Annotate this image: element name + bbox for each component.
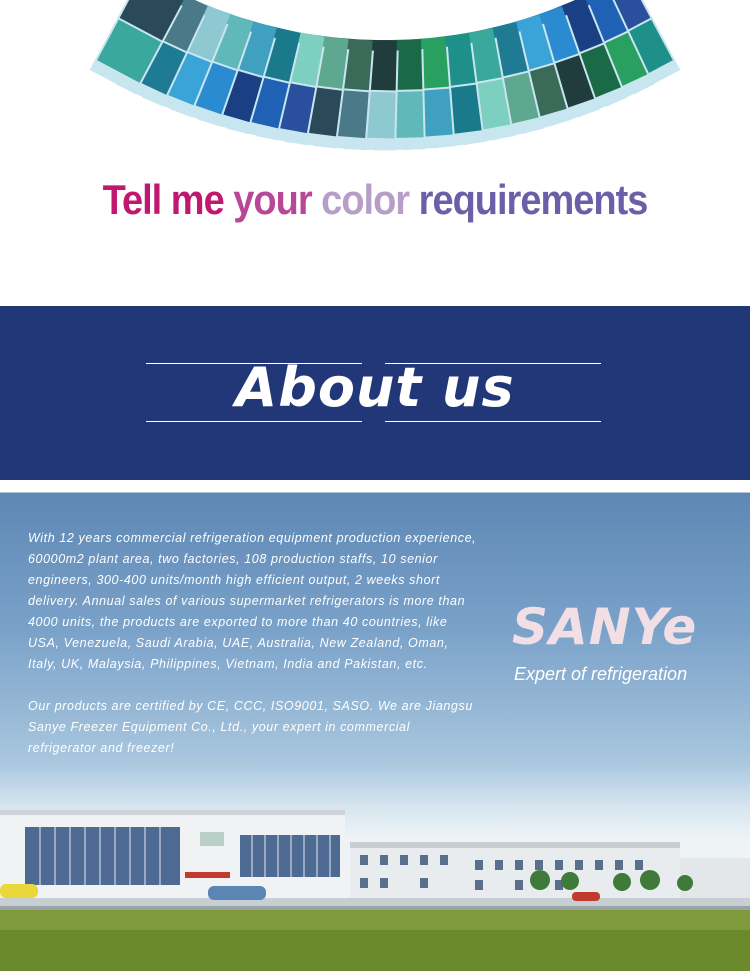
tagline-part-3: color xyxy=(311,177,410,225)
color-fan-section xyxy=(0,0,750,306)
company-paragraph-1: With 12 years commercial refrigeration equipment production experience, 60000m2 plant area, two factories, 108 production staffs, 10 senior engineers, 300-400 units/month high efficient output, 2 weeks short delivery. Annual sales of various supermarket refrigerators is more than 4000 units, the products are exported to more than 40 countries, like USA, Venezuela, Saudi Arabia, UAE, Australia, New Zealand, Oman, Italy, UK, Malaysia, Philippines, Vietnam, India and Pakistan, etc. xyxy=(28,531,477,671)
brand-tagline: Expert of refrigeration xyxy=(514,664,688,684)
banner-line-bottom-left xyxy=(146,421,362,422)
color-fan-image xyxy=(0,0,750,160)
factory-image xyxy=(0,780,750,971)
tagline-part-1: Tell me xyxy=(102,177,224,225)
company-description xyxy=(28,528,478,759)
tagline-part-2: your xyxy=(223,177,312,225)
about-us-title: About us xyxy=(235,356,515,419)
sanye-logo: SANYe xyxy=(512,598,698,656)
color-requirements-tagline xyxy=(0,178,750,225)
company-paragraph-2: Our products are certified by CE, CCC, ISO9001, SASO. We are Jiangsu Sanye Freezer Equipment Co., Ltd., your expert in commercial refrigerator and freezer! xyxy=(28,699,473,755)
company-info-section xyxy=(0,480,750,971)
tagline-part-4: requirements xyxy=(409,177,648,225)
banner-line-bottom-right xyxy=(385,421,601,422)
